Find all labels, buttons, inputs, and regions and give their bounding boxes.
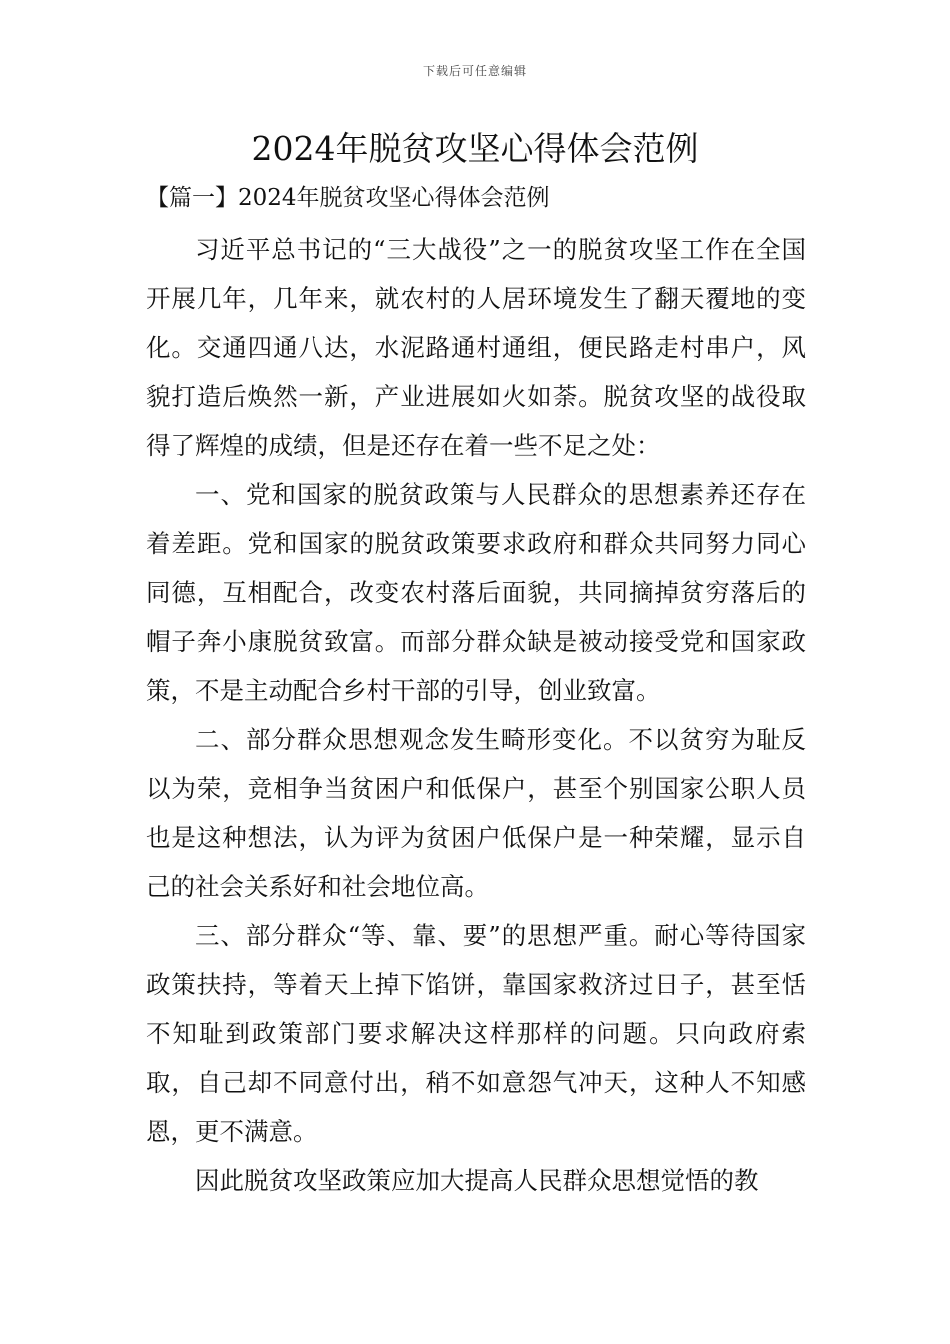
paragraph-conclusion: 因此脱贫攻坚政策应加大提高人民群众思想觉悟的教 — [195, 1166, 759, 1195]
document-title: 2024年脱贫攻坚心得体会范例 — [251, 129, 699, 168]
paragraph-point-three: 三、部分群众“等、靠、要”的思想严重。耐心等待国家政策扶持，等着天上掉下馅饼，靠国家救济过日子，甚至恬不知耻到政策部门要求解决这样那样的问题。只向政府索取，自己却不同意付出，稍不如意怨气冲天，这种人不知感恩，更不满意。 — [146, 921, 806, 1146]
paragraph-point-two: 二、部分群众思想观念发生畸形变化。不以贫穷为耻反以为荣，竞相争当贫困户和低保户，甚至个别国家公职人员也是这种想法，认为评为贫困户低保户是一种荣耀，显示自己的社会关系好和社会地位高。 — [146, 725, 806, 901]
paragraph-point-one: 一、党和国家的脱贫政策与人民群众的思想素养还存在着差距。党和国家的脱贫政策要求政府和群众共同努力同心同德，互相配合，改变农村落后面貌，共同摘掉贫穷落后的帽子奔小康脱贫致富。而部分群众缺是被动接受党和国家政策，不是主动配合乡村干部的引导，创业致富。 — [146, 480, 806, 705]
section-heading: 【篇一】2024年脱贫攻坚心得体会范例 — [146, 185, 550, 211]
document-body — [146, 225, 806, 1205]
page-header-note: 下载后可任意编辑 — [422, 64, 527, 78]
paragraph-intro: 习近平总书记的“三大战役”之一的脱贫攻坚工作在全国开展几年，几年来，就农村的人居环境发生了翻天覆地的变化。交通四通八达，水泥路通村通组，便民路走村串户，风貌打造后焕然一新，产业进展如火如荼。脱贫攻坚的战役取得了辉煌的成绩，但是还存在着一些不足之处： — [146, 235, 806, 460]
